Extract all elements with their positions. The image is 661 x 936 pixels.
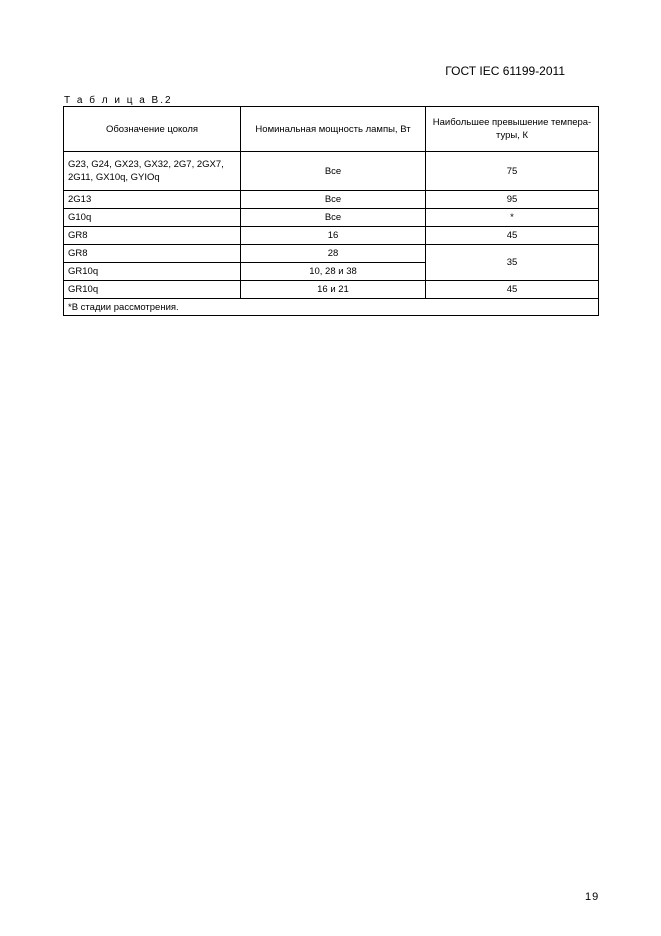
column-header-base: Обозначение цоколя xyxy=(64,107,241,152)
temperature-rise-table xyxy=(63,106,599,316)
cell-temperature: 35 xyxy=(426,245,599,281)
cell-power: Все xyxy=(241,209,426,227)
cell-power: 28 xyxy=(241,245,426,263)
cell-base: GR8 xyxy=(64,245,241,263)
table-row xyxy=(64,281,599,299)
table-footnote-row xyxy=(64,299,599,316)
table-footnote: *В стадии рассмотрения. xyxy=(64,299,599,316)
document-header-id: ГОСТ IEC 61199-2011 xyxy=(445,64,565,78)
cell-power: 16 и 21 xyxy=(241,281,426,299)
cell-power: Все xyxy=(241,191,426,209)
cell-base: G10q xyxy=(64,209,241,227)
cell-power: Все xyxy=(241,152,426,191)
column-header-temperature: Наибольшее превышение темпера-туры, К xyxy=(426,107,599,152)
table-row xyxy=(64,191,599,209)
page-number: 19 xyxy=(585,891,600,903)
cell-power: 10, 28 и 38 xyxy=(241,263,426,281)
cell-temperature: 75 xyxy=(426,152,599,191)
cell-base: GR10q xyxy=(64,281,241,299)
cell-temperature: 45 xyxy=(426,227,599,245)
cell-power: 16 xyxy=(241,227,426,245)
cell-temperature: 45 xyxy=(426,281,599,299)
cell-temperature: * xyxy=(426,209,599,227)
table-row xyxy=(64,209,599,227)
cell-temperature: 95 xyxy=(426,191,599,209)
table-row xyxy=(64,152,599,191)
cell-base: GR8 xyxy=(64,227,241,245)
table-header-row xyxy=(64,107,599,152)
cell-base: 2G13 xyxy=(64,191,241,209)
cell-base: GR10q xyxy=(64,263,241,281)
table-row xyxy=(64,245,599,263)
column-header-power: Номинальная мощность лампы, Вт xyxy=(241,107,426,152)
table-caption: Т а б л и ц а В.2 xyxy=(64,95,173,106)
cell-base: G23, G24, GX23, GX32, 2G7, 2GX7, 2G11, GX10q, GYIOq xyxy=(64,152,241,191)
table-row xyxy=(64,227,599,245)
